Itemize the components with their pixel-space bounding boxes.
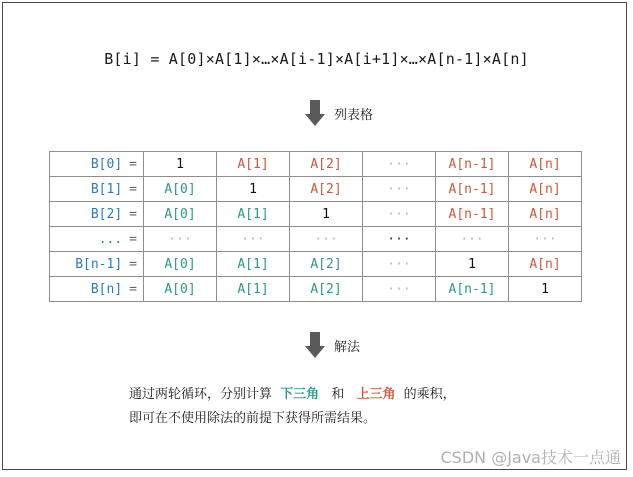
row-label: B[n-1] bbox=[75, 256, 123, 272]
table-cell: A[1] bbox=[217, 252, 290, 277]
table-cell: A[n] bbox=[509, 177, 582, 202]
row-label-cell bbox=[50, 227, 144, 252]
table-cell: A[0] bbox=[144, 177, 217, 202]
row-label-cell bbox=[50, 252, 144, 277]
table-cell: A[n] bbox=[509, 152, 582, 177]
description-suffix: 的乘积， bbox=[403, 387, 456, 402]
watermark: CSDN @Java技术一点通 bbox=[440, 448, 621, 467]
table-cell: 1 bbox=[144, 152, 217, 177]
table-cell: A[1] bbox=[217, 202, 290, 227]
table-cell: 1 bbox=[436, 252, 509, 277]
equals-sign: = bbox=[129, 206, 137, 222]
description-prefix: 通过两轮循环，分别计算 bbox=[129, 387, 273, 402]
step-list-table bbox=[305, 100, 373, 126]
table-cell: A[n] bbox=[509, 252, 582, 277]
description-and: 和 bbox=[331, 387, 345, 402]
row-label: B[0] bbox=[90, 156, 123, 172]
row-label-cell bbox=[50, 177, 144, 202]
step-solution bbox=[305, 332, 360, 358]
table-cell: A[n] bbox=[509, 202, 582, 227]
table-cell: A[2] bbox=[290, 252, 363, 277]
upper-triangle-highlight: 上三角 bbox=[356, 387, 396, 402]
table-row bbox=[50, 227, 582, 252]
table-cell: ··· bbox=[217, 227, 290, 252]
equals-sign: = bbox=[129, 256, 137, 272]
table-row bbox=[50, 277, 582, 302]
table-row bbox=[50, 152, 582, 177]
table-row bbox=[50, 202, 582, 227]
table-cell: ··· bbox=[363, 202, 436, 227]
equals-sign: = bbox=[129, 281, 137, 297]
table-cell: A[2] bbox=[290, 152, 363, 177]
table-cell: A[0] bbox=[144, 277, 217, 302]
table-cell: A[0] bbox=[144, 202, 217, 227]
table-cell: ··· bbox=[363, 177, 436, 202]
table-cell: A[n-1] bbox=[436, 202, 509, 227]
description-line-2: 即可在不使用除法的前提下获得所需结果。 bbox=[129, 411, 377, 426]
row-label-cell bbox=[50, 277, 144, 302]
row-label-cell bbox=[50, 152, 144, 177]
table-row bbox=[50, 252, 582, 277]
table-cell: 1 bbox=[290, 202, 363, 227]
table-cell: A[1] bbox=[217, 152, 290, 177]
table-cell: ··· bbox=[436, 227, 509, 252]
step-label-list-table: 列表格 bbox=[334, 107, 374, 123]
table-cell: A[2] bbox=[290, 277, 363, 302]
table-cell: A[n-1] bbox=[436, 152, 509, 177]
row-label: B[1] bbox=[90, 181, 123, 197]
down-arrow-icon bbox=[305, 100, 325, 126]
row-label-cell bbox=[50, 202, 144, 227]
equals-sign: = bbox=[129, 181, 137, 197]
table-row bbox=[50, 177, 582, 202]
table-cell: ··· bbox=[363, 277, 436, 302]
table-cell: A[n-1] bbox=[436, 277, 509, 302]
description-line-1 bbox=[129, 383, 456, 407]
equals-sign: = bbox=[129, 156, 137, 172]
lower-triangle-highlight: 下三角 bbox=[280, 387, 320, 402]
product-table bbox=[49, 151, 582, 302]
table-cell: 1 bbox=[509, 277, 582, 302]
table-cell: ··· bbox=[363, 252, 436, 277]
table-cell: A[n-1] bbox=[436, 177, 509, 202]
table-cell: ··· bbox=[144, 227, 217, 252]
table-cell: ··· bbox=[290, 227, 363, 252]
row-label: ... bbox=[98, 231, 123, 247]
table-cell: A[1] bbox=[217, 277, 290, 302]
table-cell: ··· bbox=[509, 227, 582, 252]
description bbox=[129, 383, 456, 431]
step-label-solution: 解法 bbox=[334, 339, 361, 355]
row-label: B[n] bbox=[90, 281, 123, 297]
table-cell: ··· bbox=[363, 227, 436, 252]
equals-sign: = bbox=[129, 231, 137, 247]
row-label: B[2] bbox=[90, 206, 123, 222]
down-arrow-icon bbox=[305, 332, 325, 358]
formula: B[i] = A[0]×A[1]×…×A[i-1]×A[i+1]×…×A[n-1]×A[n] bbox=[104, 50, 529, 68]
table-cell: 1 bbox=[217, 177, 290, 202]
table-cell: ··· bbox=[363, 152, 436, 177]
table-cell: A[2] bbox=[290, 177, 363, 202]
table-cell: A[0] bbox=[144, 252, 217, 277]
